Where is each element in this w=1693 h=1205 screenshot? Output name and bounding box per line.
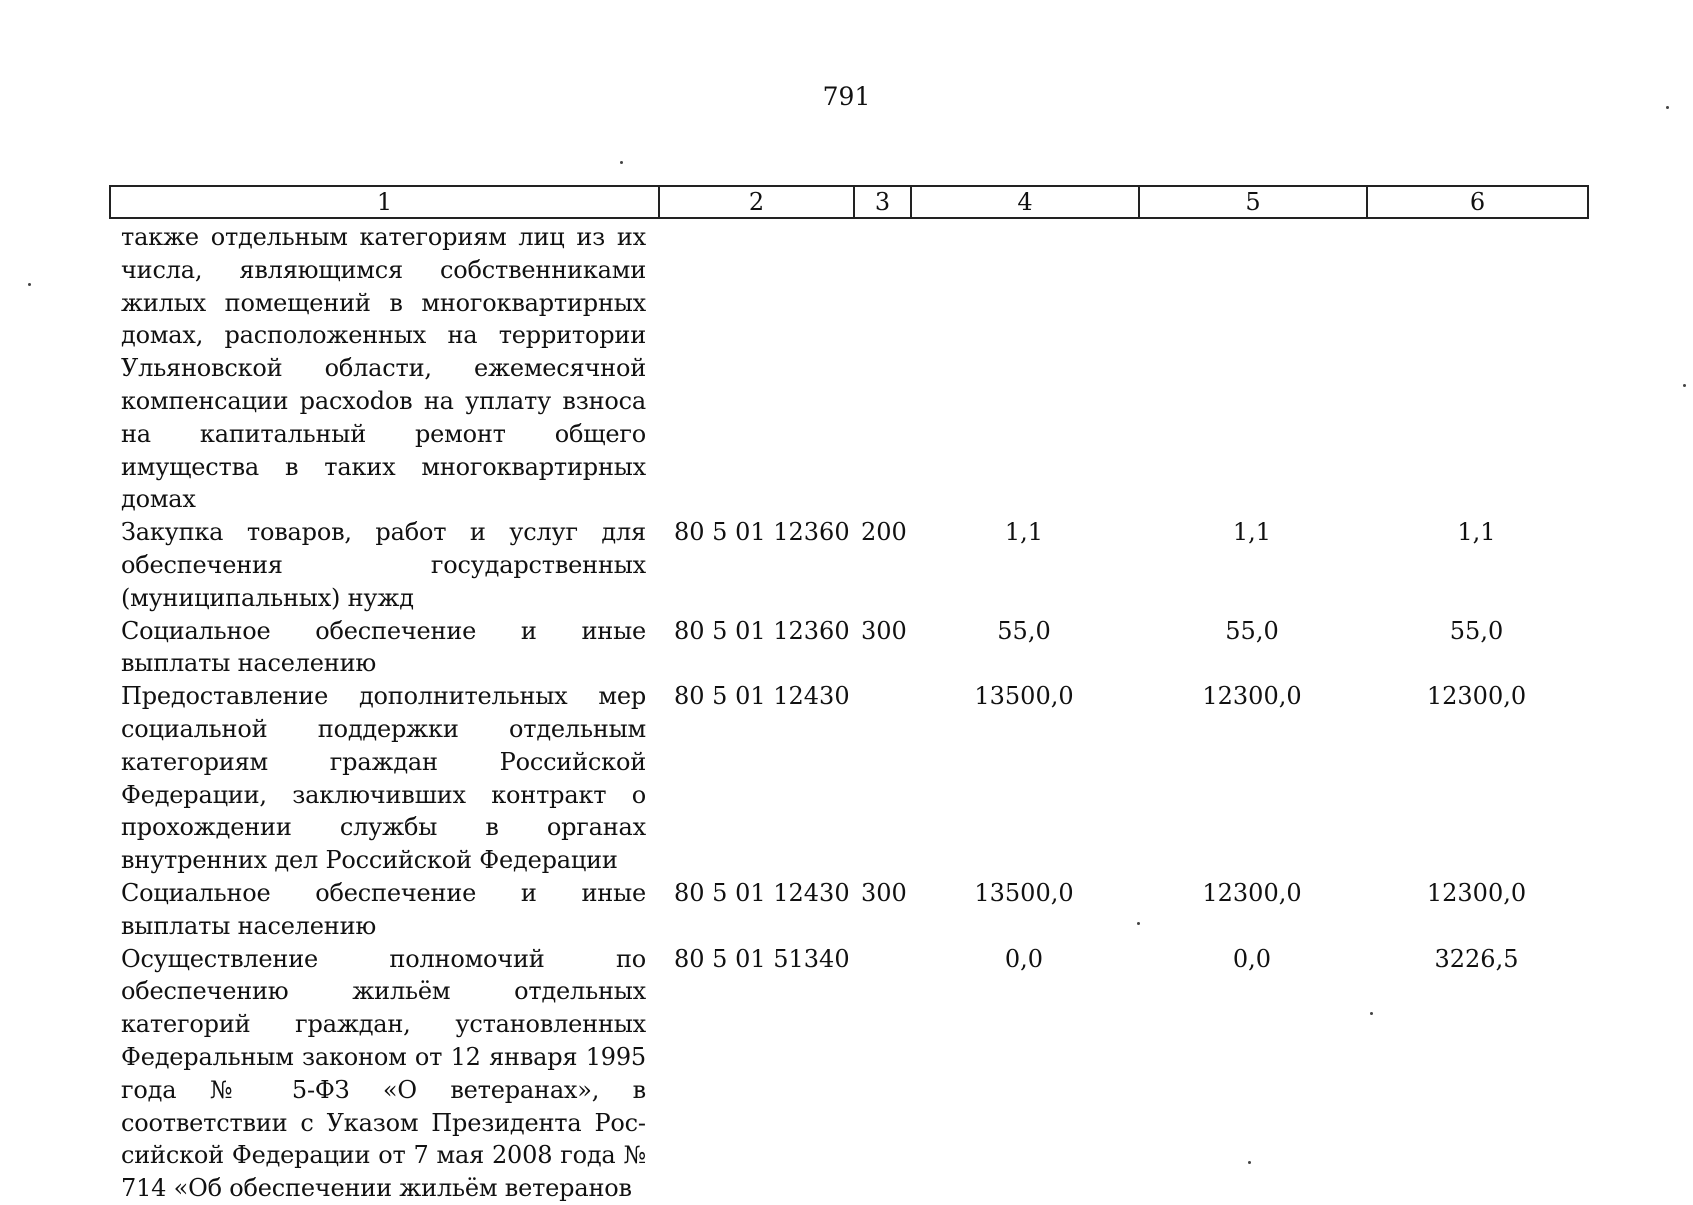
column-header-4: 4 [911, 186, 1139, 218]
budget-table [109, 221, 1587, 1205]
row-value-5: 55,0 [1225, 616, 1279, 645]
page-number: 791 [822, 82, 871, 111]
table-row [109, 516, 1587, 614]
column-header-1: 1 [110, 186, 659, 218]
row-code: 80 5 01 12430 [674, 682, 850, 711]
column-header-2: 2 [659, 186, 854, 218]
column-header-3: 3 [854, 186, 911, 218]
table-row [109, 615, 1587, 681]
table-row [109, 943, 1587, 1205]
row-value-6: 1,1 [1457, 518, 1496, 547]
row-value-6: 12300,0 [1426, 878, 1527, 907]
scan-speck [1683, 384, 1686, 387]
scan-speck [28, 283, 31, 286]
table-row [109, 680, 1587, 877]
row-value-4: 13500,0 [974, 878, 1074, 907]
row-value-6: 3226,5 [1434, 944, 1519, 973]
row-expense-type: 300 [861, 878, 907, 907]
row-expense-type: 300 [861, 616, 907, 645]
row-description: Предоставление дополнительных мер социальной поддержки отдельным категориям граждан Российской Федерации, заключивших контракт о прохождении службы в органах внутренних дел Российской Федерации [121, 682, 646, 875]
row-value-5: 12300,0 [1202, 878, 1302, 907]
row-value-5: 1,1 [1232, 518, 1272, 547]
row-value-4: 1,1 [1004, 518, 1044, 547]
row-description: также отдельным категориям лиц из их числа, являющимся собственниками жилых помещений в многоквартирных домах, расположенных на территории Ульяновской области, ежемесячной компенсации расхоdов на уплату взноса на капитальный ремонт общего имущества в таких многоквартирных домах [121, 223, 646, 514]
table-row [109, 221, 1587, 516]
row-description: Социальное обеспечение и иные выплаты населению [121, 616, 646, 678]
row-value-4 [910, 221, 1138, 516]
row-value-4: 13500,0 [974, 682, 1074, 711]
row-expense-type [853, 221, 910, 516]
row-value-5: 12300,0 [1202, 682, 1302, 711]
row-code: 80 5 01 12430 [674, 878, 850, 907]
column-header-5: 5 [1139, 186, 1367, 218]
row-value-6: 55,0 [1449, 616, 1504, 645]
row-description: Социальное обеспечение и иные выплаты населению [121, 878, 646, 940]
row-code: 80 5 01 51340 [674, 944, 850, 973]
row-expense-type [853, 943, 910, 1205]
scan-speck [620, 161, 623, 164]
scan-speck [1666, 106, 1669, 109]
row-value-5: 0,0 [1232, 944, 1272, 973]
row-description: Осуществление полномочий по обеспечению жильём отдельных категорий граждан, установленных Федеральным законом от 12 января 1995 года № 5-ФЗ «О ветеранах», в соответствии с Указом Президента Российской Федерации от 7 мая 2008 года № 714 «Об обеспечении жильём ветеранов [121, 944, 646, 1203]
scan-speck [1370, 1012, 1373, 1015]
row-expense-type: 200 [861, 518, 907, 547]
scan-speck [1137, 922, 1140, 925]
row-code: 80 5 01 12360 [674, 518, 850, 547]
scan-speck [1248, 1161, 1251, 1164]
row-value-5 [1138, 221, 1366, 516]
table-row [109, 877, 1587, 943]
row-value-6: 12300,0 [1426, 682, 1527, 711]
column-header-6: 6 [1367, 186, 1588, 218]
row-expense-type [853, 680, 910, 877]
row-value-6 [1366, 221, 1587, 516]
row-code: 80 5 01 12360 [674, 616, 850, 645]
row-value-4: 55,0 [997, 616, 1051, 645]
row-description: Закупка товаров, работ и услуг для обеспечения государственных (муниципальных) нужд [121, 518, 646, 612]
row-code [658, 221, 853, 516]
row-value-4: 0,0 [1004, 944, 1044, 973]
column-number-header [109, 185, 1589, 219]
